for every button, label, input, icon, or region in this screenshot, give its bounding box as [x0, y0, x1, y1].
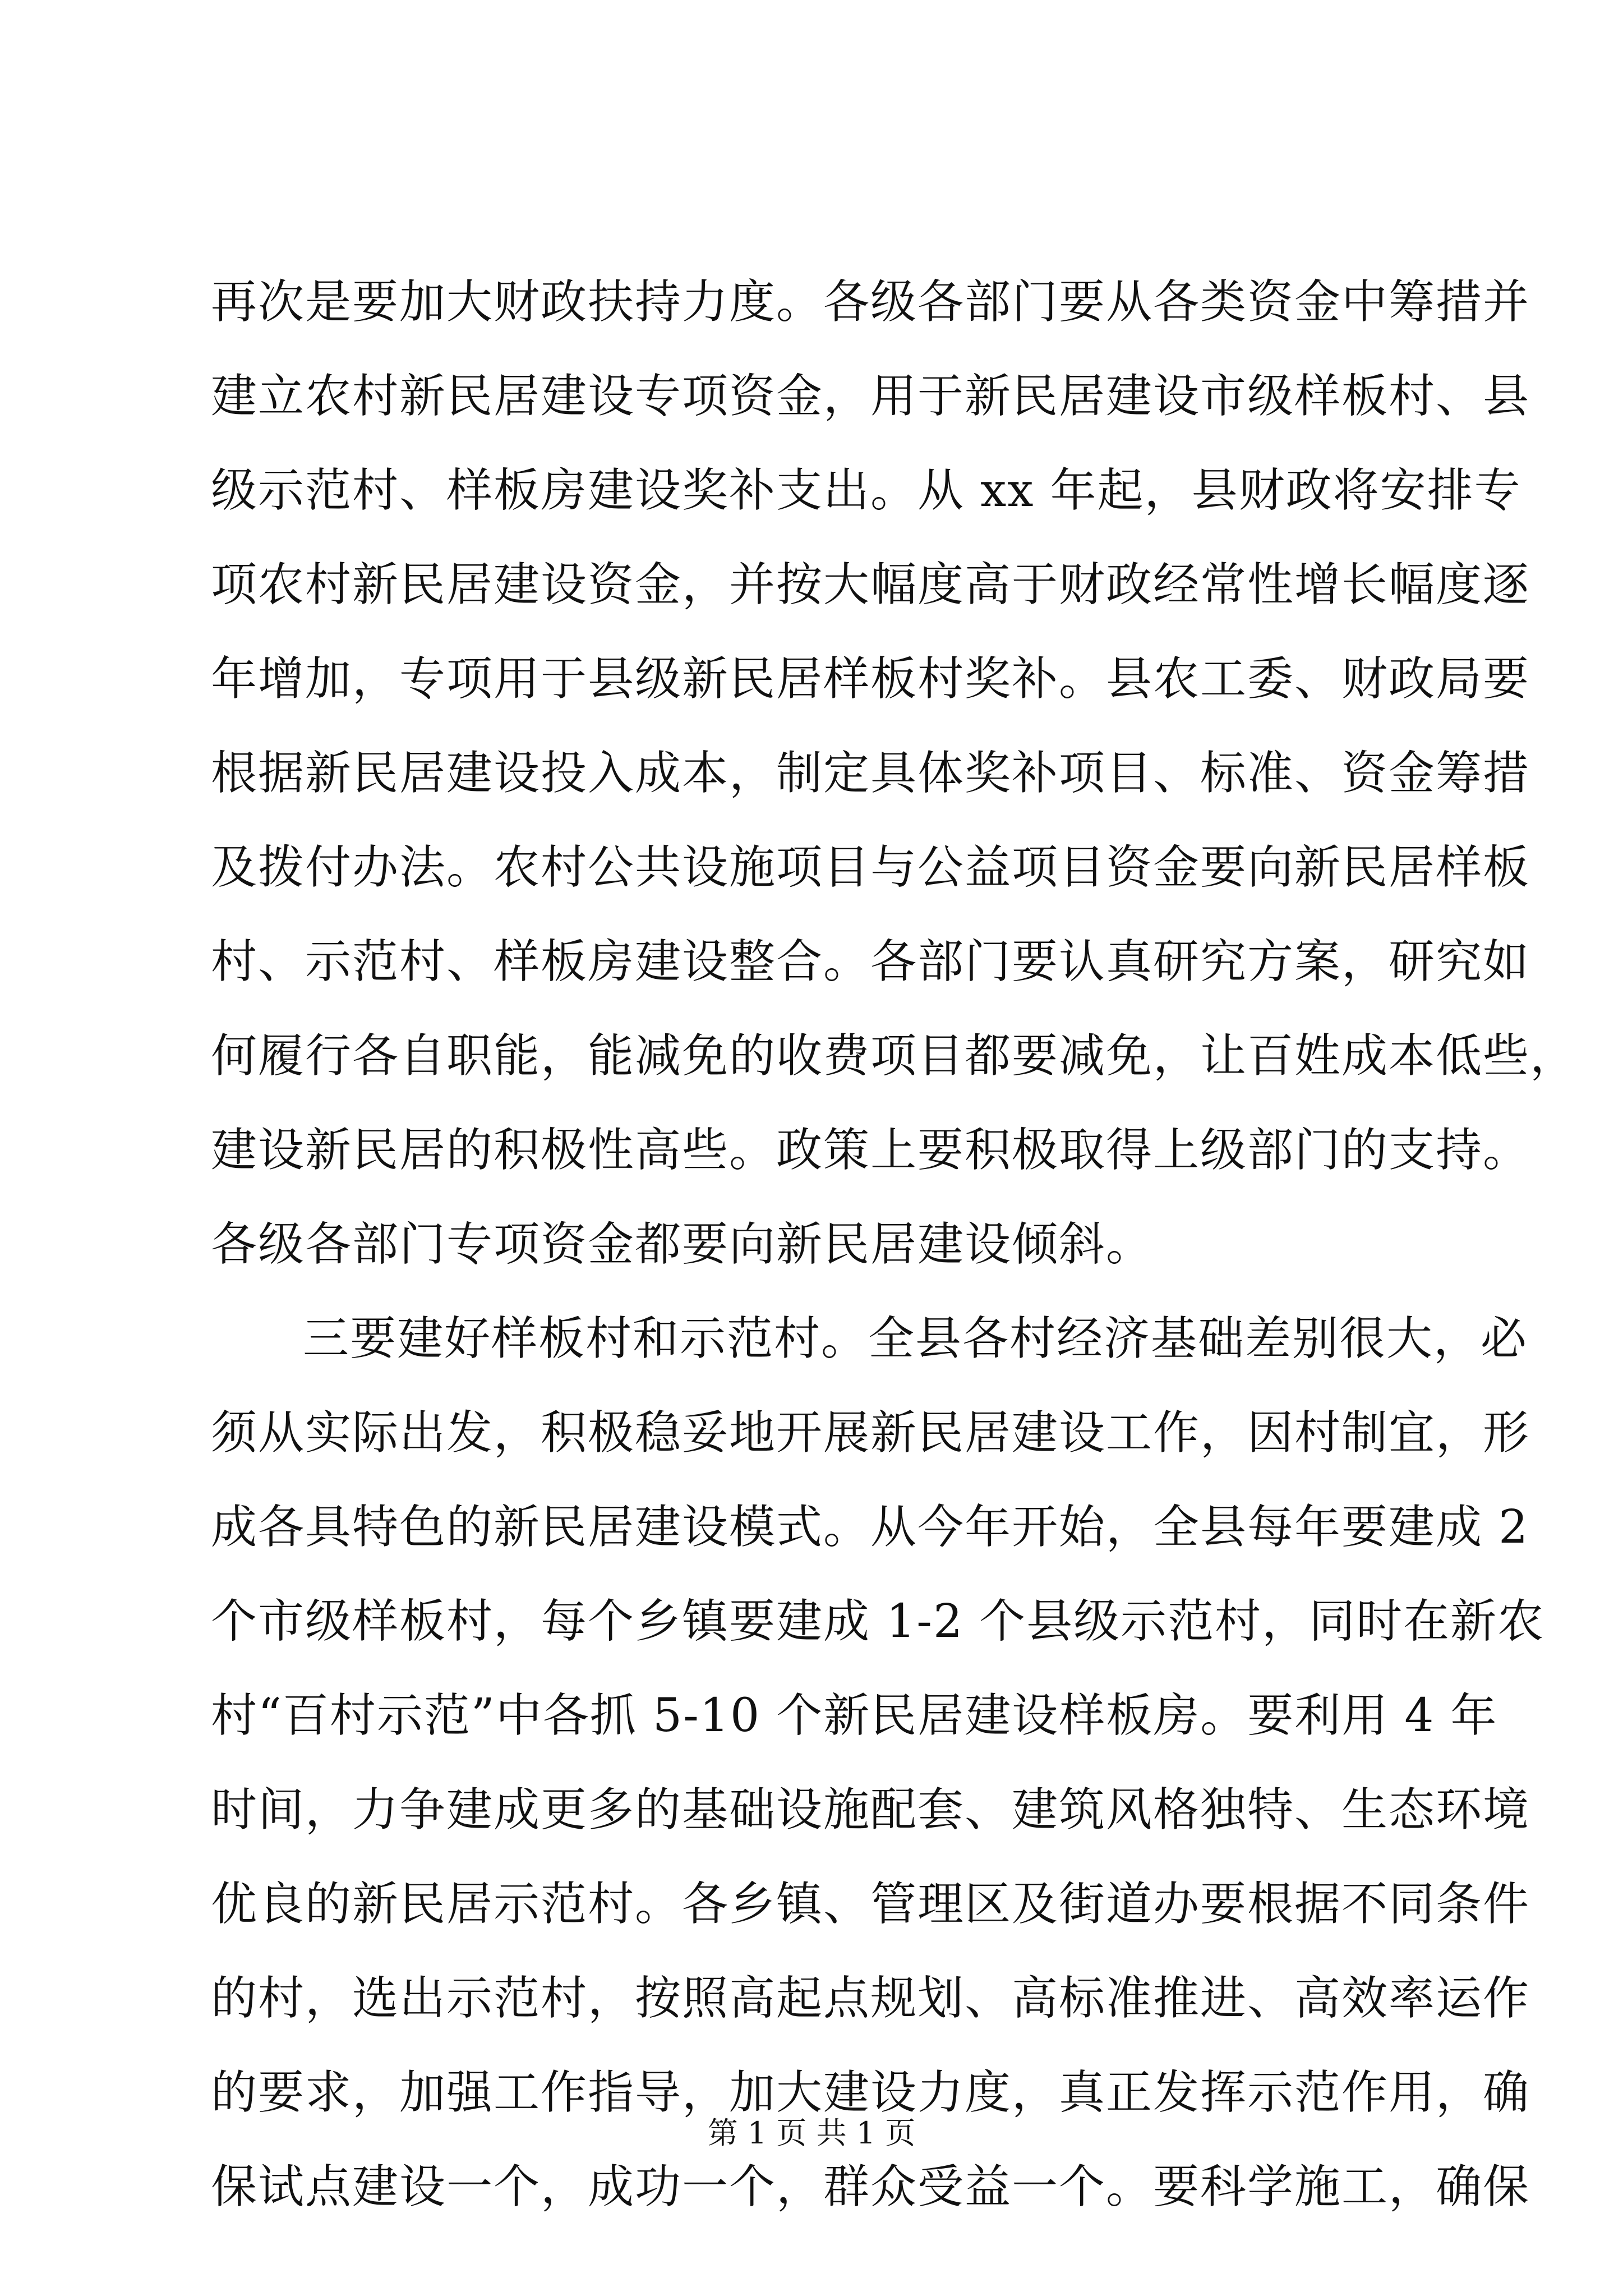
text-line: 村、示范村、样板房建设整合。各部门要认真研究方案，研究如	[211, 935, 1530, 988]
text-line: 时间，力争建成更多的基础设施配套、建筑风格独特、生态环境	[211, 1783, 1530, 1837]
text-line: 再次是要加大财政扶持力度。各级各部门要从各类资金中筹措并	[211, 275, 1530, 329]
text-line: 优良的新民居示范村。各乡镇、管理区及街道办要根据不同条件	[211, 1878, 1530, 1931]
text-line: 及拨付办法。农村公共设施项目与公益项目资金要向新民居样板	[211, 841, 1530, 894]
text-line: 村“百村示范”中各抓 5-10 个新民居建设样板房。要利用 4 年	[211, 1689, 1498, 1742]
page-footer	[0, 2109, 1623, 2152]
text-line: 三要建好样板村和示范村。全县各村经济基础差别很大，必	[303, 1312, 1528, 1365]
text-line: 何履行各自职能，能减免的收费项目都要减免，让百姓成本低些，	[211, 1029, 1578, 1083]
text-line: 各级各部门专项资金都要向新民居建设倾斜。	[211, 1218, 1154, 1271]
text-line: 建立农村新民居建设专项资金，用于新民居建设市级样板村、县	[211, 370, 1530, 423]
text-line: 年增加，专项用于县级新民居样板村奖补。县农工委、财政局要	[211, 652, 1530, 706]
page-number-label: 第 1 页 共 1 页	[707, 2115, 916, 2151]
text-line: 须从实际出发，积极稳妥地开展新民居建设工作，因村制宜，形	[211, 1406, 1530, 1460]
text-line: 的村，选出示范村，按照高起点规划、高标准推进、高效率运作	[211, 1972, 1530, 2025]
text-line: 的要求，加强工作指导，加大建设力度，真正发挥示范作用，确	[211, 2066, 1530, 2119]
text-line: 个市级样板村，每个乡镇要建成 1-2 个县级示范村，同时在新农	[211, 1595, 1545, 1648]
text-line: 保试点建设一个，成功一个，群众受益一个。要科学施工，确保	[211, 2160, 1530, 2214]
text-line: 根据新民居建设投入成本，制定具体奖补项目、标准、资金筹措	[211, 747, 1530, 800]
body-text	[211, 255, 1578, 2234]
text-line: 建设新民居的积极性高些。政策上要积极取得上级部门的支持。	[211, 1124, 1530, 1177]
text-line: 项农村新民居建设资金，并按大幅度高于财政经常性增长幅度逐	[211, 558, 1530, 611]
text-line: 级示范村、样板房建设奖补支出。从 xx 年起，县财政将安排专	[211, 464, 1521, 517]
text-line: 成各具特色的新民居建设模式。从今年开始，全县每年要建成 2	[211, 1501, 1529, 1554]
